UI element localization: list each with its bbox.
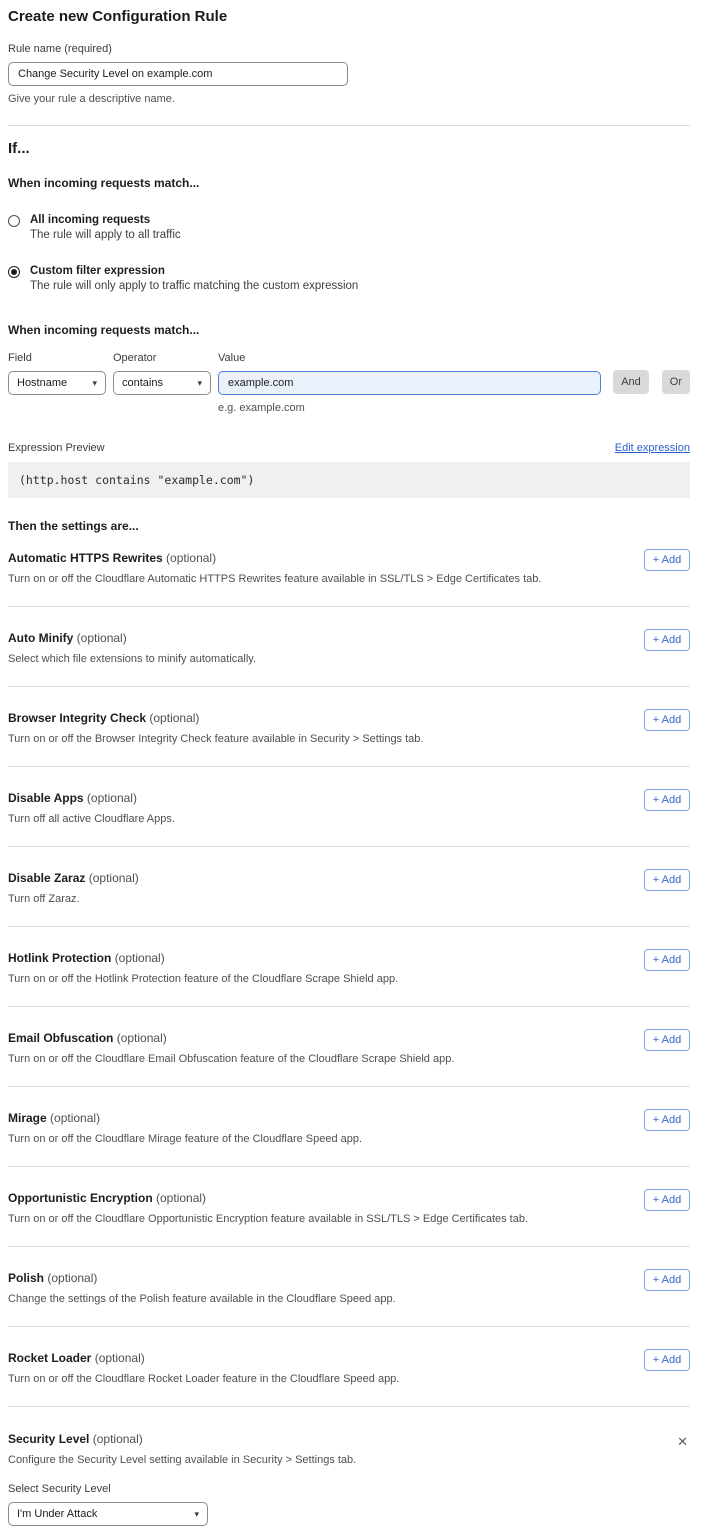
setting-optional: (optional)	[50, 1111, 101, 1125]
setting-optional: (optional)	[166, 551, 217, 565]
setting-title-line	[8, 1351, 690, 1365]
radio-texts	[30, 265, 358, 292]
setting-title-line	[8, 951, 690, 965]
setting-description: Turn on or off the Hotlink Protection feature of the Cloudflare Scrape Shield app.	[8, 973, 399, 985]
chevron-down-icon: ▾	[92, 377, 97, 388]
setting-description: Turn off all active Cloudflare Apps.	[8, 813, 175, 825]
chevron-down-icon: ▾	[194, 1508, 199, 1519]
setting-optional: (optional)	[86, 791, 137, 805]
rule-name-helper: Give your rule a descriptive name.	[8, 93, 175, 105]
security-level-select-group	[8, 1483, 690, 1526]
setting-title-line	[8, 791, 690, 805]
radio-icon[interactable]	[8, 266, 20, 278]
setting-title: Opportunistic Encryption	[8, 1191, 153, 1205]
add-button[interactable]: + Add	[644, 1349, 690, 1371]
setting-title: Polish	[8, 1271, 45, 1285]
operator-column	[113, 352, 211, 395]
setting-title-line	[8, 1191, 690, 1205]
expression-preview-code: (http.host contains "example.com")	[8, 462, 690, 498]
value-input[interactable]	[218, 371, 601, 395]
divider	[8, 125, 690, 126]
add-button[interactable]: + Add	[644, 949, 690, 971]
radio-description: The rule will apply to all traffic	[30, 229, 181, 241]
expression-builder-row	[8, 352, 690, 414]
radio-texts	[30, 214, 181, 241]
setting-description: Turn on or off the Cloudflare Opportunistic Encryption feature available in SSL/TLS > Edge Certificates tab.	[8, 1213, 529, 1225]
operator-select[interactable]	[113, 371, 211, 395]
setting-row	[8, 767, 690, 847]
setting-description: Turn on or off the Browser Integrity Check feature available in Security > Settings tab.	[8, 733, 424, 745]
setting-row	[8, 847, 690, 927]
add-button[interactable]: + Add	[644, 1189, 690, 1211]
field-select[interactable]	[8, 371, 106, 395]
setting-description: Change the settings of the Polish feature available in the Cloudflare Speed app.	[8, 1293, 396, 1305]
operator-label: Operator	[113, 352, 157, 364]
setting-title: Browser Integrity Check	[8, 711, 147, 725]
setting-description: Turn on or off the Cloudflare Automatic HTTPS Rewrites feature available in SSL/TLS > Edge Certificates tab.	[8, 573, 542, 585]
setting-optional: (optional)	[92, 1432, 143, 1446]
settings-list	[8, 535, 690, 1407]
setting-description: Turn on or off the Cloudflare Mirage feature of the Cloudflare Speed app.	[8, 1133, 363, 1145]
setting-title-line	[8, 551, 690, 565]
setting-title-line	[8, 631, 690, 645]
setting-optional: (optional)	[76, 631, 127, 645]
setting-title: Auto Minify	[8, 631, 74, 645]
setting-title: Automatic HTTPS Rewrites	[8, 551, 163, 565]
value-helper: e.g. example.com	[218, 402, 305, 414]
page-title: Create new Configuration Rule	[8, 8, 228, 25]
setting-row	[8, 535, 690, 607]
setting-title: Disable Apps	[8, 791, 84, 805]
setting-optional: (optional)	[47, 1271, 98, 1285]
radio-label: Custom filter expression	[30, 265, 165, 277]
and-button[interactable]: And	[613, 370, 649, 394]
add-button[interactable]: + Add	[644, 789, 690, 811]
setting-title: Disable Zaraz	[8, 871, 86, 885]
setting-title-line	[8, 1031, 690, 1045]
security-level-select-value: I'm Under Attack	[17, 1508, 98, 1520]
setting-row	[8, 1087, 690, 1167]
then-heading: Then the settings are...	[8, 519, 139, 533]
if-heading: If...	[8, 140, 30, 157]
setting-row	[8, 1167, 690, 1247]
rule-name-label: Rule name (required)	[8, 43, 112, 55]
field-column	[8, 352, 106, 395]
setting-title-line	[8, 1111, 690, 1125]
operator-select-value: contains	[122, 377, 163, 389]
setting-optional: (optional)	[116, 1031, 167, 1045]
setting-title: Rocket Loader	[8, 1351, 92, 1365]
setting-security-level-expanded	[8, 1407, 690, 1526]
setting-row	[8, 687, 690, 767]
expression-preview-header	[8, 442, 690, 454]
edit-expression-link[interactable]: Edit expression	[614, 442, 690, 454]
radio-custom-filter-expression[interactable]	[8, 265, 690, 292]
setting-optional: (optional)	[156, 1191, 207, 1205]
setting-row	[8, 1007, 690, 1087]
setting-row	[8, 927, 690, 1007]
setting-title-line	[8, 711, 690, 725]
add-button[interactable]: + Add	[644, 1029, 690, 1051]
setting-title: Hotlink Protection	[8, 951, 112, 965]
radio-icon[interactable]	[8, 215, 20, 227]
setting-description: Select which file extensions to minify automatically.	[8, 653, 257, 665]
setting-title-line	[8, 1271, 690, 1285]
setting-description: Configure the Security Level setting available in Security > Settings tab.	[8, 1454, 357, 1466]
add-button[interactable]: + Add	[644, 1109, 690, 1131]
add-button[interactable]: + Add	[644, 709, 690, 731]
add-button[interactable]: + Add	[644, 1269, 690, 1291]
and-or-group	[613, 370, 690, 394]
setting-description: Turn off Zaraz.	[8, 893, 80, 905]
setting-row	[8, 1247, 690, 1327]
add-button[interactable]: + Add	[644, 869, 690, 891]
expression-preview-label: Expression Preview	[8, 442, 105, 454]
field-select-value: Hostname	[17, 377, 68, 389]
setting-title: Mirage	[8, 1111, 47, 1125]
security-level-select[interactable]	[8, 1502, 208, 1526]
value-column	[218, 352, 601, 414]
setting-optional: (optional)	[88, 871, 139, 885]
setting-row	[8, 607, 690, 687]
value-label: Value	[218, 352, 246, 364]
setting-title: Email Obfuscation	[8, 1031, 114, 1045]
add-button[interactable]: + Add	[644, 549, 690, 571]
rule-name-input[interactable]	[8, 62, 348, 86]
setting-title: Security Level	[8, 1432, 90, 1446]
rule-name-group	[8, 43, 690, 105]
close-icon[interactable]: ✕	[677, 1434, 688, 1449]
radio-description: The rule will only apply to traffic matching the custom expression	[30, 280, 359, 292]
setting-title-line	[8, 871, 690, 885]
setting-optional: (optional)	[94, 1351, 145, 1365]
radio-label: All incoming requests	[30, 214, 151, 226]
setting-optional: (optional)	[114, 951, 165, 965]
security-level-select-label: Select Security Level	[8, 1483, 111, 1495]
chevron-down-icon: ▾	[197, 377, 202, 388]
add-button[interactable]: + Add	[644, 629, 690, 651]
setting-title-line	[8, 1432, 690, 1449]
field-label: Field	[8, 352, 32, 364]
setting-description: Turn on or off the Cloudflare Rocket Loader feature in the Cloudflare Speed app.	[8, 1373, 400, 1385]
match-heading: When incoming requests match...	[8, 176, 200, 190]
setting-row	[8, 1327, 690, 1407]
builder-heading: When incoming requests match...	[8, 323, 200, 337]
setting-optional: (optional)	[149, 711, 200, 725]
or-button[interactable]: Or	[662, 370, 690, 394]
radio-all-incoming-requests[interactable]	[8, 214, 690, 241]
setting-description: Turn on or off the Cloudflare Email Obfuscation feature of the Cloudflare Scrape Shield app.	[8, 1053, 455, 1065]
